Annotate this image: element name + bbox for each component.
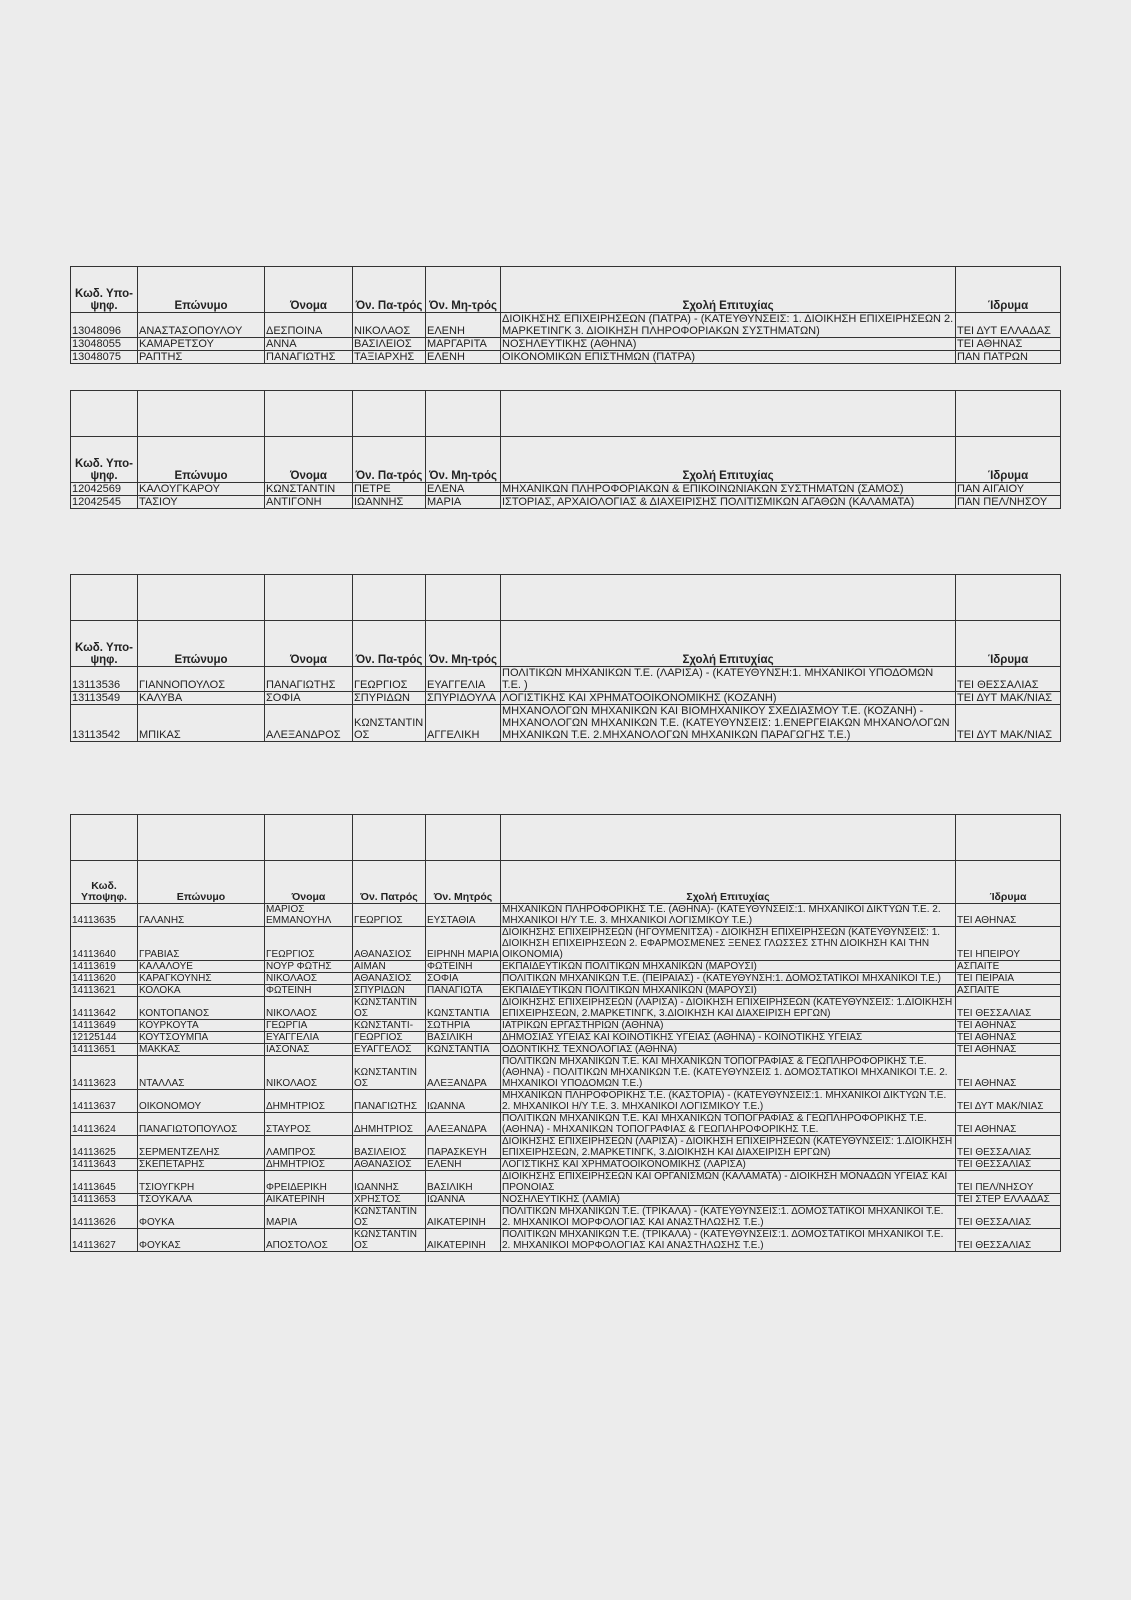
cell-father: ΔΗΜΗΤΡΙΟΣ [353,1113,426,1136]
cell-school: ΠΟΛΙΤΙΚΩΝ ΜΗΧΑΝΙΚΩΝ Τ.Ε. (ΤΡΙΚΑΛΑ) - (ΚΑΤΕΥΘΥΝΣΕΙΣ:1. ΔΟΜΟΣΤΑΤΙΚΟΙ ΜΗΧΑΝΙΚΟΙ Τ.Ε. 2. ΜΗΧΑΝΙΚΟΙ ΜΟΡΦΟΛΟΓΙΑΣ ΚΑΙ ΑΝΑΣΤΗΛΩΣΗΣ Τ.Ε.) [501,1206,956,1229]
col-header-code: Κωδ. Υποψηφ. [71,861,138,904]
cell-institution: ΤΕΙ ΑΘΗΝΑΣ [956,904,1061,927]
cell-code: 14113637 [71,1090,138,1113]
cell-surname: ΦΟΥΚΑΣ [138,1229,265,1252]
cell-mother: ΙΩΑΝΝΑ [426,1194,501,1206]
cell-institution: ΤΕΙ ΑΘΗΝΑΣ [956,1044,1061,1056]
cell-father: ΓΕΩΡΓΙΟΣ [353,667,426,692]
cell-surname: ΤΣΟΥΚΑΛΑ [138,1194,265,1206]
cell-surname: ΚΑΛΥΒΑ [138,692,265,705]
table-row [71,1044,1061,1056]
cell-surname: ΚΟΥΡΚΟΥΤΑ [138,1020,265,1032]
cell-mother: ΣΟΦΙΑ [426,973,501,985]
cell-institution: ΤΕΙ ΘΕΣΣΑΛΙΑΣ [956,667,1061,692]
cell-school: ΔΙΟΙΚΗΣΗΣ ΕΠΙΧΕΙΡΗΣΕΩΝ (ΛΑΡΙΣΑ) - ΔΙΟΙΚΗΣΗ ΕΠΙΧΕΙΡΗΣΕΩΝ (ΚΑΤΕΥΘΥΝΣΕΙΣ: 1.ΔΙΟΙΚΗΣΗ ΕΠΙΧΕΙΡΗΣΕΩΝ, 2.ΜΑΡΚΕΤΙΝΓΚ, 3.ΔΙΟΙΚΗΣΗ ΚΑΙ ΔΙΑΧΕΙΡΙΣΗ ΕΡΓΩΝ) [501,1136,956,1159]
results-table-3 [70,574,1061,742]
table-row [71,1229,1061,1252]
col-header-name: Όνομα [265,437,353,483]
cell-institution: ΤΕΙ ΔΥΤ ΜΑΚ/ΝΙΑΣ [956,692,1061,705]
cell-surname: ΤΣΙΟΥΓΚΡΗ [138,1171,265,1194]
cell-school: ΔΙΟΙΚΗΣΗΣ ΕΠΙΧΕΙΡΗΣΕΩΝ (ΗΓΟΥΜΕΝΙΤΣΑ) - ΔΙΟΙΚΗΣΗ ΕΠΙΧΕΙΡΗΣΕΩΝ (ΚΑΤΕΥΘΥΝΣΕΙΣ: 1. ΔΙΟΙΚΗΣΗ ΕΠΙΧΕΙΡΗΣΕΩΝ 2. ΕΦΑΡΜΟΣΜΕΝΕΣ ΞΕΝΕΣ ΓΛΩΣΣΕΣ ΣΤΗΝ ΔΙΟΙΚΗΣΗ ΚΑΙ ΤΗΝ ΟΙΚΟΝΟΜΙΑ) [501,927,956,961]
col-header-father: Όν. Πα-τρός [353,437,426,483]
cell-institution: ΤΕΙ ΑΘΗΝΑΣ [956,1113,1061,1136]
cell-school: ΔΙΟΙΚΗΣΗΣ ΕΠΙΧΕΙΡΗΣΕΩΝ ΚΑΙ ΟΡΓΑΝΙΣΜΩΝ (ΚΑΛΑΜΑΤΑ) - ΔΙΟΙΚΗΣΗ ΜΟΝΑΔΩΝ ΥΓΕΙΑΣ ΚΑΙ ΠΡΟΝΟΙΑΣ [501,1171,956,1194]
table-row [71,692,1061,705]
cell-mother: ΕΛΕΝΗ [426,351,501,364]
results-table-2 [70,390,1061,509]
cell-surname: ΚΑΛΑΛΟΥΕ [138,961,265,973]
cell-surname: ΡΑΠΤΗΣ [138,351,265,364]
cell-father: ΚΩΝΣΤΑΝΤΙΝΟΣ [353,997,426,1020]
cell-mother: ΑΛΕΞΑΝΔΡΑ [426,1113,501,1136]
cell-code: 14113620 [71,973,138,985]
table-row [71,1171,1061,1194]
cell-name: ΑΙΚΑΤΕΡΙΝΗ [265,1194,353,1206]
cell-father: ΝΙΚΟΛΑΟΣ [353,313,426,338]
cell-code: 14113640 [71,927,138,961]
table-row [71,313,1061,338]
cell-mother: ΜΑΡΓΑΡΙΤΑ [426,338,501,351]
cell-surname: ΣΕΡΜΕΝΤΖΕΛΗΣ [138,1136,265,1159]
col-header-school: Σχολή Επιτυχίας [501,267,956,313]
cell-mother: ΕΥΑΓΓΕΛΙΑ [426,667,501,692]
table-header-row [71,861,1061,904]
table-row [71,351,1061,364]
cell-code: 14113625 [71,1136,138,1159]
col-header-school: Σχολή Επιτυχίας [501,437,956,483]
cell-code: 14113623 [71,1056,138,1090]
col-header-name: Όνομα [265,621,353,667]
cell-institution: ΤΕΙ ΘΕΣΣΑΛΙΑΣ [956,997,1061,1020]
cell-mother: ΑΓΓΕΛΙΚΗ [426,705,501,742]
cell-school: ΙΑΤΡΙΚΩΝ ΕΡΓΑΣΤΗΡΙΩΝ (ΑΘΗΝΑ) [501,1020,956,1032]
cell-father: ΙΩΑΝΝΗΣ [353,496,426,509]
cell-name: ΑΛΕΞΑΝΔΡΟΣ [265,705,353,742]
cell-surname: ΜΠΙΚΑΣ [138,705,265,742]
cell-name: ΦΩΤΕΙΝΗ [265,985,353,997]
cell-mother: ΕΛΕΝΑ [426,483,501,496]
col-header-father: Όν. Πα-τρός [353,267,426,313]
cell-mother: ΑΙΚΑΤΕΡΙΝΗ [426,1229,501,1252]
cell-surname: ΟΙΚΟΝΟΜΟΥ [138,1090,265,1113]
cell-father: ΒΑΣΙΛΕΙΟΣ [353,1136,426,1159]
cell-institution: ΤΕΙ ΔΥΤ ΜΑΚ/ΝΙΑΣ [956,1090,1061,1113]
cell-school: ΠΟΛΙΤΙΚΩΝ ΜΗΧΑΝΙΚΩΝ Τ.Ε. (ΛΑΡΙΣΑ) - (ΚΑΤΕΥΘΥΝΣΗ:1. ΜΗΧΑΝΙΚΟΙ ΥΠΟΔΟΜΩΝ Τ.Ε. ) [501,667,956,692]
table-row [71,1113,1061,1136]
cell-father: ΓΕΩΡΓΙΟΣ [353,1032,426,1044]
blank-row [71,391,1061,437]
table-row [71,705,1061,742]
cell-mother: ΙΩΑΝΝΑ [426,1090,501,1113]
cell-school: ΜΗΧΑΝΙΚΩΝ ΠΛΗΡΟΦΟΡΙΚΗΣ Τ.Ε. (ΚΑΣΤΟΡΙΑ) - (ΚΑΤΕΥΘΥΝΣΕΙΣ:1. ΜΗΧΑΝΙΚΟΙ ΔΙΚΤΥΩΝ Τ.Ε. 2. ΜΗΧΑΝΙΚΟΙ Η/Υ Τ.Ε. 3. ΜΗΧΑΝΙΚΟΙ ΛΟΓΙΣΜΙΚΟΥ Τ.Ε.) [501,1090,956,1113]
cell-name: ΙΑΣΟΝΑΣ [265,1044,353,1056]
cell-institution: ΤΕΙ ΑΘΗΝΑΣ [956,1056,1061,1090]
cell-mother: ΣΠΥΡΙΔΟΥΛΑ [426,692,501,705]
cell-school: ΕΚΠΑΙΔΕΥΤΙΚΩΝ ΠΟΛΙΤΙΚΩΝ ΜΗΧΑΝΙΚΩΝ (ΜΑΡΟΥΣΙ) [501,961,956,973]
cell-father: ΚΩΝΣΤΑΝΤΙΝΟΣ [353,705,426,742]
cell-father: ΑΘΑΝΑΣΙΟΣ [353,1159,426,1171]
cell-school: ΠΟΛΙΤΙΚΩΝ ΜΗΧΑΝΙΚΩΝ Τ.Ε. ΚΑΙ ΜΗΧΑΝΙΚΩΝ ΤΟΠΟΓΡΑΦΙΑΣ & ΓΕΩΠΛΗΡΟΦΟΡΙΚΗΣ Τ.Ε. (ΑΘΗΝΑ) - ΠΟΛΙΤΙΚΩΝ ΜΗΧΑΝΙΚΩΝ Τ.Ε. (ΚΑΤΕΥΘΥΝΣΕΙΣ 1. ΔΟΜΟΣΤΑΤΙΚΟΙ ΜΗΧΑΝΙΚΟΙ Τ.Ε. 2. ΜΗΧΑΝΙΚΟΙ ΥΠΟΔΟΜΩΝ Τ.Ε.) [501,1056,956,1090]
cell-surname: ΠΑΝΑΓΙΩΤΟΠΟΥΛΟΣ [138,1113,265,1136]
col-header-name: Όνομα [265,267,353,313]
col-header-institution: Ίδρυμα [956,267,1061,313]
cell-code: 14113635 [71,904,138,927]
cell-institution: ΤΕΙ ΑΘΗΝΑΣ [956,1020,1061,1032]
table-row [71,1032,1061,1044]
cell-institution: ΑΣΠΑΙΤΕ [956,985,1061,997]
cell-institution: ΤΕΙ ΘΕΣΣΑΛΙΑΣ [956,1159,1061,1171]
cell-school: ΜΗΧΑΝΙΚΩΝ ΠΛΗΡΟΦΟΡΙΑΚΩΝ & ΕΠΙΚΟΙΝΩΝΙΑΚΩΝ ΣΥΣΤΗΜΑΤΩΝ (ΣΑΜΟΣ) [501,483,956,496]
cell-name: ΔΗΜΗΤΡΙΟΣ [265,1090,353,1113]
cell-surname: ΓΑΛΑΝΗΣ [138,904,265,927]
cell-mother: ΕΛΕΝΗ [426,1159,501,1171]
cell-code: 13113536 [71,667,138,692]
cell-father: ΚΩΝΣΤΑΝΤΙΝΟΣ [353,1056,426,1090]
cell-father: ΓΕΩΡΓΙΟΣ [353,904,426,927]
blank-row [71,575,1061,621]
table-row [71,973,1061,985]
cell-name: ΓΕΩΡΓΙΟΣ [265,927,353,961]
col-header-school: Σχολή Επιτυχίας [501,621,956,667]
table-row [71,1090,1061,1113]
cell-father: ΙΩΑΝΝΗΣ [353,1171,426,1194]
cell-surname: ΜΑΚΚΑΣ [138,1044,265,1056]
cell-father: ΑΙΜΑΝ [353,961,426,973]
cell-father: ΠΕΤΡΕ [353,483,426,496]
cell-mother: ΠΑΝΑΓΙΩΤΑ [426,985,501,997]
col-header-institution: Ίδρυμα [956,437,1061,483]
table-row [71,496,1061,509]
col-header-name: Όνομα [265,861,353,904]
table-row [71,927,1061,961]
cell-name: ΠΑΝΑΓΙΩΤΗΣ [265,351,353,364]
cell-code: 14113619 [71,961,138,973]
cell-surname: ΚΟΥΤΣΟΥΜΠΑ [138,1032,265,1044]
blank-row [71,815,1061,861]
table-row [71,961,1061,973]
cell-surname: ΚΑΜΑΡΕΤΣΟΥ [138,338,265,351]
cell-code: 12125144 [71,1032,138,1044]
cell-institution: ΤΕΙ ΑΘΗΝΑΣ [956,338,1061,351]
cell-school: ΜΗΧΑΝΟΛΟΓΩΝ ΜΗΧΑΝΙΚΩΝ ΚΑΙ ΒΙΟΜΗΧΑΝΙΚΟΥ ΣΧΕΔΙΑΣΜΟΥ Τ.Ε. (ΚΟΖΑΝΗ) - ΜΗΧΑΝΟΛΟΓΩΝ ΜΗΧΑΝΙΚΩΝ Τ.Ε. (ΚΑΤΕΥΘΥΝΣΕΙΣ: 1.ΕΝΕΡΓΕΙΑΚΩΝ ΜΗΧΑΝΟΛΟΓΩΝ ΜΗΧΑΝΙΚΩΝ Τ.Ε. 2.ΜΗΧΑΝΟΛΟΓΩΝ ΜΗΧΑΝΙΚΩΝ ΠΑΡΑΓΩΓΗΣ Τ.Ε.) [501,705,956,742]
cell-name: ΠΑΝΑΓΙΩΤΗΣ [265,667,353,692]
cell-code: 13048075 [71,351,138,364]
cell-surname: ΑΝΑΣΤΑΣΟΠΟΥΛΟΥ [138,313,265,338]
cell-institution: ΤΕΙ ΔΥΤ ΜΑΚ/ΝΙΑΣ [956,705,1061,742]
cell-father: ΠΑΝΑΓΙΩΤΗΣ [353,1090,426,1113]
cell-surname: ΓΙΑΝΝΟΠΟΥΛΟΣ [138,667,265,692]
table-row [71,1194,1061,1206]
cell-code: 13048055 [71,338,138,351]
cell-father: ΚΩΝΣΤΑΝΤΙΝΟΣ [353,1206,426,1229]
cell-mother: ΚΩΝΣΤΑΝΤΙΑ [426,997,501,1020]
table-row [71,1136,1061,1159]
cell-surname: ΚΑΛΟΥΓΚΑΡΟΥ [138,483,265,496]
cell-name: ΕΥΑΓΓΕΛΙΑ [265,1032,353,1044]
col-header-father: Όν. Πατρός [353,861,426,904]
cell-name: ΝΙΚΟΛΑΟΣ [265,973,353,985]
cell-mother: ΚΩΝΣΤΑΝΤΙΑ [426,1044,501,1056]
cell-school: ΠΟΛΙΤΙΚΩΝ ΜΗΧΑΝΙΚΩΝ Τ.Ε. ΚΑΙ ΜΗΧΑΝΙΚΩΝ ΤΟΠΟΓΡΑΦΙΑΣ & ΓΕΩΠΛΗΡΟΦΟΡΙΚΗΣ Τ.Ε. (ΑΘΗΝΑ) - ΜΗΧΑΝΙΚΩΝ ΤΟΠΟΓΡΑΦΙΑΣ & ΓΕΩΠΛΗΡΟΦΟΡΙΚΗΣ Τ.Ε. [501,1113,956,1136]
cell-father: ΣΠΥΡΙΔΩΝ [353,692,426,705]
cell-mother: ΜΑΡΙΑ [426,496,501,509]
cell-name: ΝΙΚΟΛΑΟΣ [265,997,353,1020]
col-header-code: Κωδ. Υπο-ψηφ. [71,437,138,483]
cell-name: ΓΕΩΡΓΙΑ [265,1020,353,1032]
cell-institution: ΤΕΙ ΣΤΕΡ ΕΛΛΑΔΑΣ [956,1194,1061,1206]
results-table-4 [70,814,1061,1252]
cell-school: ΜΗΧΑΝΙΚΩΝ ΠΛΗΡΟΦΟΡΙΚΗΣ Τ.Ε. (ΑΘΗΝΑ)- (ΚΑΤΕΥΘΥΝΣΕΙΣ:1. ΜΗΧΑΝΙΚΟΙ ΔΙΚΤΥΩΝ Τ.Ε. 2. ΜΗΧΑΝΙΚΟΙ Η/Υ Τ.Ε. 3. ΜΗΧΑΝΙΚΟΙ ΛΟΓΙΣΜΙΚΟΥ Τ.Ε.) [501,904,956,927]
col-header-institution: Ίδρυμα [956,861,1061,904]
cell-code: 14113643 [71,1159,138,1171]
col-header-code: Κωδ. Υπο-ψηφ. [71,267,138,313]
table-row [71,997,1061,1020]
col-header-surname: Επώνυμο [138,267,265,313]
cell-father: ΕΥΑΓΓΕΛΟΣ [353,1044,426,1056]
col-header-surname: Επώνυμο [138,861,265,904]
col-header-surname: Επώνυμο [138,621,265,667]
cell-name: ΑΠΟΣΤΟΛΟΣ [265,1229,353,1252]
col-header-mother: Όν. Μη-τρός [426,437,501,483]
cell-code: 14113653 [71,1194,138,1206]
cell-code: 13113542 [71,705,138,742]
cell-institution: ΤΕΙ ΠΕΛ/ΝΗΣΟΥ [956,1171,1061,1194]
cell-school: ΝΟΣΗΛΕΥΤΙΚΗΣ (ΛΑΜΙΑ) [501,1194,956,1206]
cell-code: 13048096 [71,313,138,338]
cell-father: ΚΩΝΣΤΑΝΤΙΝΟΣ [353,1229,426,1252]
table-row [71,904,1061,927]
table-header-row [71,267,1061,313]
cell-mother: ΠΑΡΑΣΚΕΥΗ [426,1136,501,1159]
cell-name: ΚΩΝΣΤΑΝΤΙΝ [265,483,353,496]
table-header-row [71,621,1061,667]
cell-school: ΝΟΣΗΛΕΥΤΙΚΗΣ (ΑΘΗΝΑ) [501,338,956,351]
cell-school: ΙΣΤΟΡΙΑΣ, ΑΡΧΑΙΟΛΟΓΙΑΣ & ΔΙΑΧΕΙΡΙΣΗΣ ΠΟΛΙΤΙΣΜΙΚΩΝ ΑΓΑΘΩΝ (ΚΑΛΑΜΑΤΑ) [501,496,956,509]
cell-surname: ΣΚΕΠΕΤΑΡΗΣ [138,1159,265,1171]
cell-code: 12042569 [71,483,138,496]
cell-surname: ΓΡΑΒΙΑΣ [138,927,265,961]
cell-name: ΑΝΝΑ [265,338,353,351]
table-row [71,667,1061,692]
cell-institution: ΠΑΝ ΑΙΓΑΙΟΥ [956,483,1061,496]
cell-father: ΤΑΞΙΑΡΧΗΣ [353,351,426,364]
cell-father: ΒΑΣΙΛΕΙΟΣ [353,338,426,351]
table-row [71,1159,1061,1171]
cell-institution: ΤΕΙ ΘΕΣΣΑΛΙΑΣ [956,1206,1061,1229]
cell-mother: ΕΛΕΝΗ [426,313,501,338]
results-table-1 [70,266,1061,364]
cell-institution: ΤΕΙ ΑΘΗΝΑΣ [956,1032,1061,1044]
cell-surname: ΦΟΥΚΑ [138,1206,265,1229]
col-header-code: Κωδ. Υπο-ψηφ. [71,621,138,667]
table-row [71,338,1061,351]
table-row [71,1206,1061,1229]
cell-name: ΛΑΜΠΡΟΣ [265,1136,353,1159]
cell-surname: ΚΑΡΑΓΚΟΥΝΗΣ [138,973,265,985]
cell-institution: ΑΣΠΑΙΤΕ [956,961,1061,973]
cell-code: 14113626 [71,1206,138,1229]
cell-school: ΛΟΓΙΣΤΙΚΗΣ ΚΑΙ ΧΡΗΜΑΤΟΟΙΚΟΝΟΜΙΚΗΣ (ΛΑΡΙΣΑ) [501,1159,956,1171]
table-row [71,1020,1061,1032]
cell-school: ΟΙΚΟΝΟΜΙΚΩΝ ΕΠΙΣΤΗΜΩΝ (ΠΑΤΡΑ) [501,351,956,364]
col-header-mother: Όν. Μη-τρός [426,621,501,667]
col-header-school: Σχολή Επιτυχίας [501,861,956,904]
table-row [71,985,1061,997]
cell-institution: ΤΕΙ ΔΥΤ ΕΛΛΑΔΑΣ [956,313,1061,338]
cell-institution: ΤΕΙ ΘΕΣΣΑΛΙΑΣ [956,1136,1061,1159]
cell-name: ΜΑΡΙΑ [265,1206,353,1229]
col-header-mother: Όν. Μη-τρός [426,267,501,313]
cell-name: ΔΕΣΠΟΙΝΑ [265,313,353,338]
cell-code: 14113621 [71,985,138,997]
cell-school: ΠΟΛΙΤΙΚΩΝ ΜΗΧΑΝΙΚΩΝ Τ.Ε. (ΤΡΙΚΑΛΑ) - (ΚΑΤΕΥΘΥΝΣΕΙΣ:1. ΔΟΜΟΣΤΑΤΙΚΟΙ ΜΗΧΑΝΙΚΟΙ Τ.Ε. 2. ΜΗΧΑΝΙΚΟΙ ΜΟΡΦΟΛΟΓΙΑΣ ΚΑΙ ΑΝΑΣΤΗΛΩΣΗΣ Τ.Ε.) [501,1229,956,1252]
cell-school: ΔΗΜΟΣΙΑΣ ΥΓΕΙΑΣ ΚΑΙ ΚΟΙΝΟΤΙΚΗΣ ΥΓΕΙΑΣ (ΑΘΗΝΑ) - ΚΟΙΝΟΤΙΚΗΣ ΥΓΕΙΑΣ [501,1032,956,1044]
cell-school: ΕΚΠΑΙΔΕΥΤΙΚΩΝ ΠΟΛΙΤΙΚΩΝ ΜΗΧΑΝΙΚΩΝ (ΜΑΡΟΥΣΙ) [501,985,956,997]
cell-name: ΣΤΑΥΡΟΣ [265,1113,353,1136]
cell-institution: ΤΕΙ ΗΠΕΙΡΟΥ [956,927,1061,961]
cell-name: ΜΑΡΙΟΣ ΕΜΜΑΝΟΥΗΛ [265,904,353,927]
table-row [71,1056,1061,1090]
cell-name: ΝΙΚΟΛΑΟΣ [265,1056,353,1090]
col-header-institution: Ίδρυμα [956,621,1061,667]
cell-school: ΔΙΟΙΚΗΣΗΣ ΕΠΙΧΕΙΡΗΣΕΩΝ (ΛΑΡΙΣΑ) - ΔΙΟΙΚΗΣΗ ΕΠΙΧΕΙΡΗΣΕΩΝ (ΚΑΤΕΥΘΥΝΣΕΙΣ: 1.ΔΙΟΙΚΗΣΗ ΕΠΙΧΕΙΡΗΣΕΩΝ, 2.ΜΑΡΚΕΤΙΝΓΚ, 3.ΔΙΟΙΚΗΣΗ ΚΑΙ ΔΙΑΧΕΙΡΙΣΗ ΕΡΓΩΝ) [501,997,956,1020]
cell-school: ΛΟΓΙΣΤΙΚΗΣ ΚΑΙ ΧΡΗΜΑΤΟΟΙΚΟΝΟΜΙΚΗΣ (ΚΟΖΑΝΗ) [501,692,956,705]
cell-mother: ΕΥΣΤΑΘΙΑ [426,904,501,927]
col-header-mother: Όν. Μητρός [426,861,501,904]
cell-mother: ΑΙΚΑΤΕΡΙΝΗ [426,1206,501,1229]
cell-institution: ΠΑΝ ΠΕΛ/ΝΗΣΟΥ [956,496,1061,509]
cell-surname: ΝΤΑΛΛΑΣ [138,1056,265,1090]
cell-code: 14113624 [71,1113,138,1136]
cell-mother: ΣΩΤΗΡΙΑ [426,1020,501,1032]
cell-school: ΔΙΟΙΚΗΣΗΣ ΕΠΙΧΕΙΡΗΣΕΩΝ (ΠΑΤΡΑ) - (ΚΑΤΕΥΘΥΝΣΕΙΣ: 1. ΔΙΟΙΚΗΣΗ ΕΠΙΧΕΙΡΗΣΕΩΝ 2. ΜΑΡΚΕΤΙΝΓΚ 3. ΔΙΟΙΚΗΣΗ ΠΛΗΡΟΦΟΡΙΑΚΩΝ ΣΥΣΤΗΜΑΤΩΝ) [501,313,956,338]
cell-school: ΟΔΟΝΤΙΚΗΣ ΤΕΧΝΟΛΟΓΙΑΣ (ΑΘΗΝΑ) [501,1044,956,1056]
cell-code: 12042545 [71,496,138,509]
cell-mother: ΦΩΤΕΙΝΗ [426,961,501,973]
cell-father: ΣΠΥΡΙΔΩΝ [353,985,426,997]
cell-name: ΦΡΕΙΔΕΡΙΚΗ [265,1171,353,1194]
cell-mother: ΕΙΡΗΝΗ ΜΑΡΙΑ [426,927,501,961]
cell-code: 14113627 [71,1229,138,1252]
cell-name: ΔΗΜΗΤΡΙΟΣ [265,1159,353,1171]
cell-father: ΑΘΑΝΑΣΙΟΣ [353,973,426,985]
cell-father: ΑΘΑΝΑΣΙΟΣ [353,927,426,961]
cell-code: 13113549 [71,692,138,705]
cell-mother: ΑΛΕΞΑΝΔΡΑ [426,1056,501,1090]
cell-mother: ΒΑΣΙΛΙΚΗ [426,1171,501,1194]
cell-code: 14113649 [71,1020,138,1032]
cell-surname: ΚΟΝΤΟΠΑΝΟΣ [138,997,265,1020]
cell-institution: ΠΑΝ ΠΑΤΡΩΝ [956,351,1061,364]
cell-mother: ΒΑΣΙΛΙΚΗ [426,1032,501,1044]
cell-code: 14113651 [71,1044,138,1056]
col-header-surname: Επώνυμο [138,437,265,483]
table-header-row [71,437,1061,483]
cell-school: ΠΟΛΙΤΙΚΩΝ ΜΗΧΑΝΙΚΩΝ Τ.Ε. (ΠΕΙΡΑΙΑΣ) - (ΚΑΤΕΥΘΥΝΣΗ:1. ΔΟΜΟΣΤΑΤΙΚΟΙ ΜΗΧΑΝΙΚΟΙ Τ.Ε.) [501,973,956,985]
cell-father: ΚΩΝΣΤΑΝΤΙ- [353,1020,426,1032]
table-row [71,483,1061,496]
cell-institution: ΤΕΙ ΠΕΙΡΑΙΑ [956,973,1061,985]
cell-surname: ΤΑΣΙΟΥ [138,496,265,509]
col-header-father: Όν. Πα-τρός [353,621,426,667]
cell-institution: ΤΕΙ ΘΕΣΣΑΛΙΑΣ [956,1229,1061,1252]
cell-name: ΣΟΦΙΑ [265,692,353,705]
cell-code: 14113645 [71,1171,138,1194]
cell-father: ΧΡΗΣΤΟΣ [353,1194,426,1206]
cell-name: ΑΝΤΙΓΟΝΗ [265,496,353,509]
cell-code: 14113642 [71,997,138,1020]
cell-surname: ΚΟΛΟΚΑ [138,985,265,997]
cell-name: ΝΟΥΡ ΦΩΤΗΣ [265,961,353,973]
